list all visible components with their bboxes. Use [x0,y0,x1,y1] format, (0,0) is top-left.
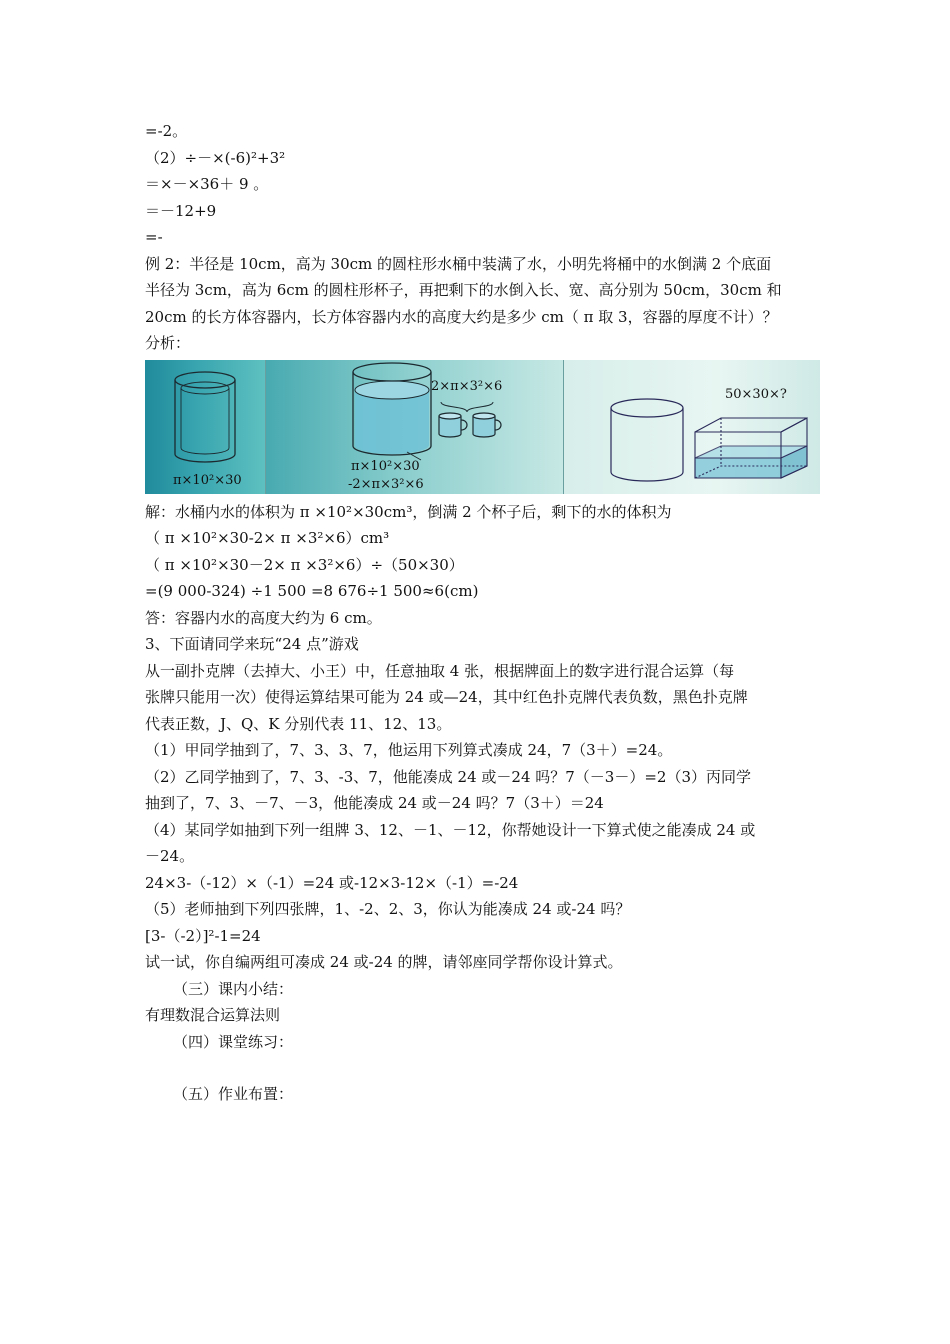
solution-text: =(9 000-324) ÷1 500 =8 676÷1 500≈6(cm) [145,582,479,600]
full-bucket-icon [175,372,235,462]
summary-text: 有理数混合运算法则 [145,1006,281,1024]
figure-drawing [145,360,820,494]
panel2-bottom-label-2: -2×π×3²×6 [348,476,424,492]
text-line: ＝－12+9 [145,201,217,220]
game-item-2: （2）乙同学抽到了，7、3、-3、7，他能凑成 24 或－24 吗？7（－3－）=2（3）丙同学 [145,767,752,786]
example-2-text: 20cm 的长方体容器内，长方体容器内水的高度大约是多少 cm（ π 取 3，容器的厚度不计）？ [145,307,778,326]
blank-gap [145,1055,825,1081]
example-2-text: 半径为 3cm，高为 6cm 的圆柱形杯子，再把剩下的水倒入长、宽、高分别为 50cm，30cm 和 [145,281,782,299]
game-rules-text: 张牌只能用一次）使得运算结果可能为 24 或—24，其中红色扑克牌代表负数，黑色扑克牌 [145,688,748,706]
brace-icon [441,402,493,412]
panel2-bottom-label-1: π×10²×30 [351,458,420,474]
document-page [145,118,825,1108]
game-item-1: （1）甲同学抽到了，7、3、3、7，他运用下列算式凑成 24，7（3＋）=24。 [145,741,673,759]
cup-icon [439,413,467,437]
panel3-label: 50×30×? [725,386,787,402]
answer-text: 答：容器内水的高度大约为 6 cm。 [145,608,382,627]
game-item-4: －24。 [145,847,195,865]
game-item-4-solution: 24×3-（-12）×（-1）=24 或-12×3-12×（-1）=-24 [145,873,519,892]
practice-heading: （四）课堂练习： [173,1032,294,1051]
solution-text: （ π ×10²×30-2× π ×3²×6）cm³ [145,529,390,547]
game-item-4: （4）某同学如抽到下列一组牌 3、12、－1、－12，你帮她设计一下算式使之能凑成 24 或 [145,820,756,839]
game-try-text: 试一试，你自编两组可凑成 24 或-24 的牌，请邻座同学帮你设计算式。 [145,953,623,971]
game-item-5-solution: [3-（-2）]²-1=24 [145,926,261,945]
example-2-text: 例 2：半径是 10cm，高为 30cm 的圆柱形水桶中装满了水，小明先将桶中的水倒满 2 个底面 [145,254,772,273]
panel1-label: π×10²×30 [173,472,242,488]
game-item-5: （5）老师抽到下列四张牌，1、-2、2、3，你认为能凑成 24 或-24 吗？ [145,900,631,918]
solution-text: 解：水桶内水的体积为 π ×10²×30cm³，倒满 2 个杯子后，剩下的水的体积为 [145,502,672,521]
text-line: （2）÷－×(-6)²+3² [145,148,286,167]
section-heading: 3、下面请同学来玩“24 点”游戏 [145,635,359,653]
game-item-3: 抽到了，7、3、－7、－3，他能凑成 24 或－24 吗？7（3＋）＝24 [145,794,604,812]
homework-heading: （五）作业布置： [173,1085,294,1103]
box-container-icon [695,418,807,478]
solution-text: （ π ×10²×30－2× π ×3²×6）÷（50×30） [145,555,464,574]
text-line: ＝×－×36＋ 9 。 [145,175,269,193]
text-line: =-2。 [145,122,188,140]
cup-icon [473,413,501,437]
analysis-label: 分析： [145,334,191,352]
empty-bucket-icon [611,399,683,481]
game-rules-text: 代表正数，J、Q、K 分别代表 11、12、13。 [145,714,452,733]
text-line: =- [145,228,163,246]
game-rules-text: 从一副扑克牌（去掉大、小王）中，任意抽取 4 张，根据牌面上的数字进行混合运算（每 [145,661,735,680]
summary-heading: （三）课内小结： [173,979,294,998]
analysis-figure [145,360,820,494]
panel2-top-label: 2×π×3²×6 [431,378,503,394]
bucket-water-icon [353,363,431,460]
